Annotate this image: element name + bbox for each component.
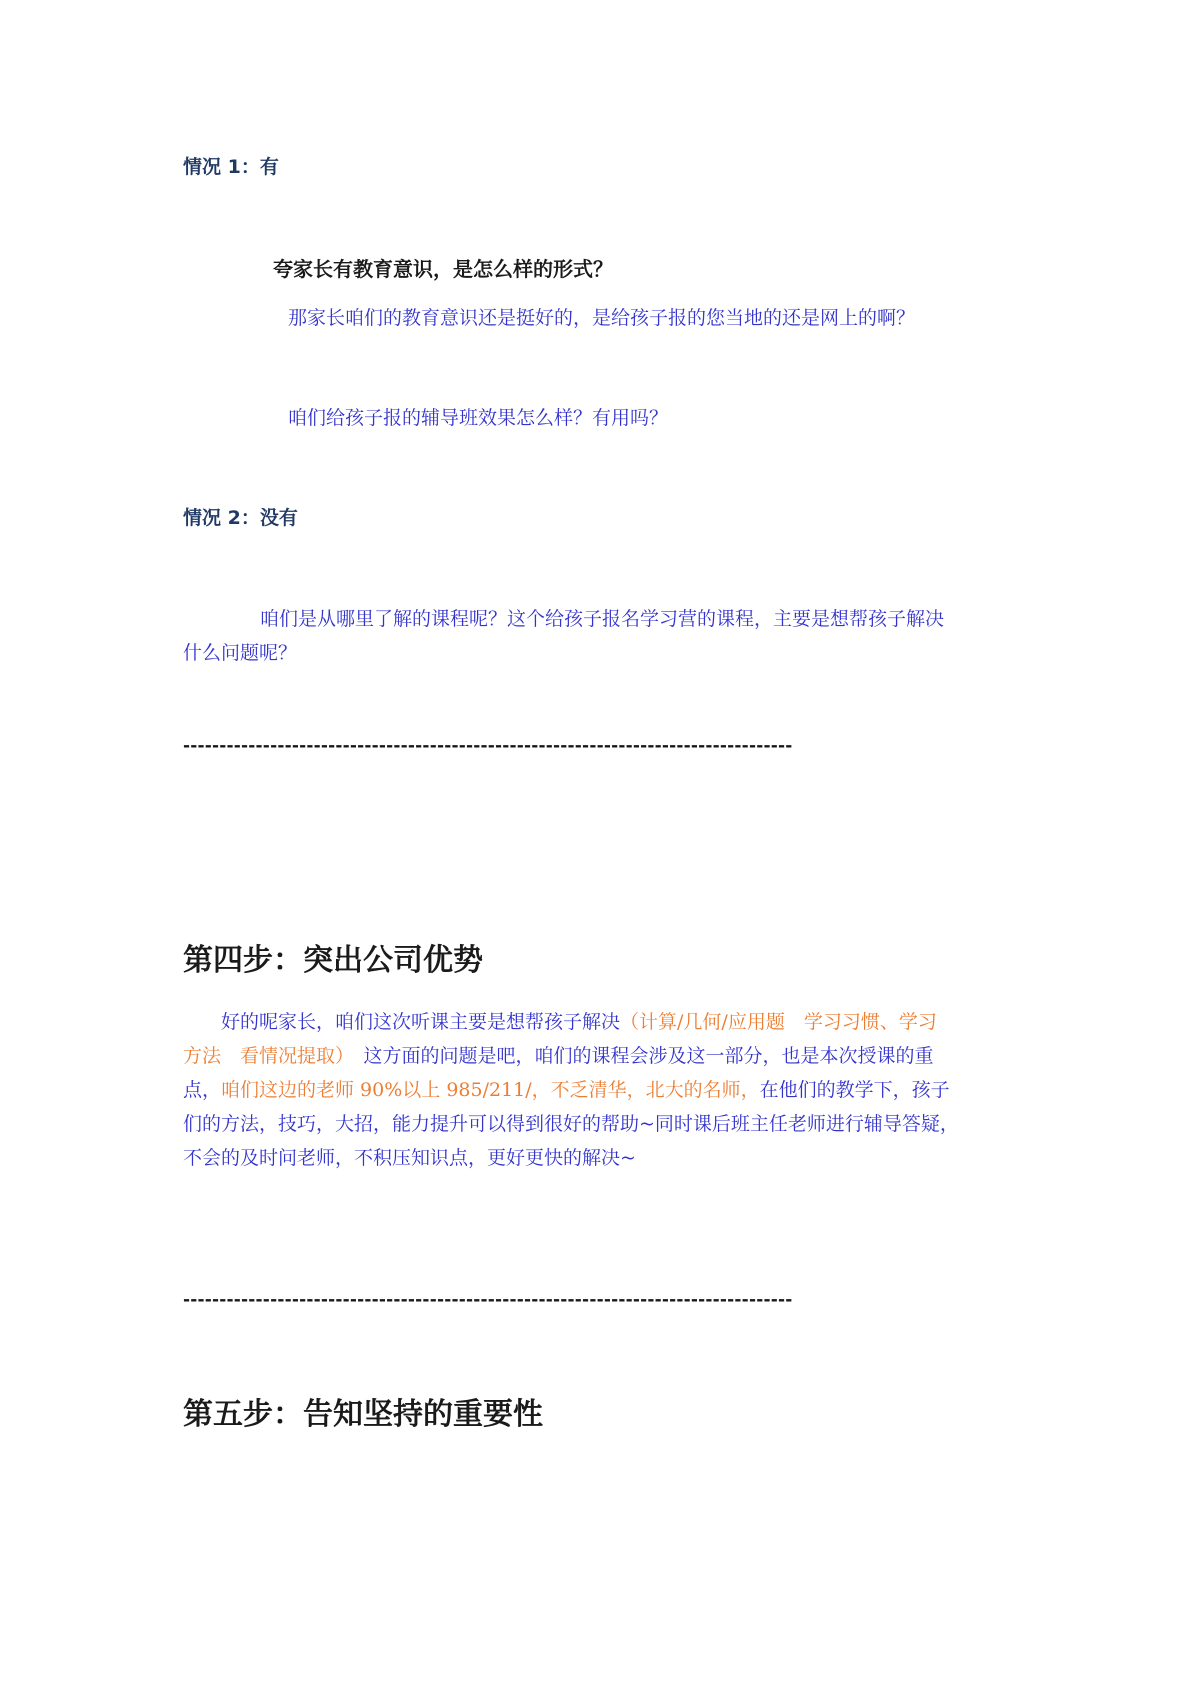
case-1-question: 夸家长有教育意识，是怎么样的形式？ xyxy=(273,257,613,281)
step-4-paragraph xyxy=(183,1005,1023,1175)
step-4-topics-highlight-cont: 方法 看情况提取） xyxy=(183,1045,345,1067)
case-2-line-1: 咱们是从哪里了解的课程呢？这个给孩子报名学习营的课程，主要是想帮孩子解决 xyxy=(260,608,945,630)
step-4-heading: 第四步：突出公司优势 xyxy=(183,943,483,978)
step-4-text: 在他们的教学下，孩子 xyxy=(759,1079,950,1101)
step-4-line-5: 不会的及时问老师，不积压知识点，更好更快的解决~ xyxy=(183,1147,636,1169)
case-1-label: 情况 1：有 xyxy=(183,156,279,178)
section-divider-2: ------------------------------------------------------------------------------------ xyxy=(183,1290,793,1310)
step-4-line-3 xyxy=(183,1073,1023,1107)
case-2-line-2: 什么问题呢？ xyxy=(183,642,298,664)
step-4-text: 这方面的问题是吧，咱们的课程会涉及这一部分，也是本次授课的重 xyxy=(344,1045,934,1067)
step-5-heading: 第五步：告知坚持的重要性 xyxy=(183,1397,543,1432)
step-4-text: 好的呢家长，咱们这次听课主要是想帮孩子解决 xyxy=(221,1011,621,1033)
case-1-line-1: 那家长咱们的教育意识还是挺好的，是给孩子报的您当地的还是网上的啊？ xyxy=(288,307,916,329)
step-4-line-2 xyxy=(183,1039,1023,1073)
step-4-topics-highlight: （计算/几何/应用题 学习习惯、学习 xyxy=(620,1011,937,1033)
case-2-label: 情况 2：没有 xyxy=(183,507,298,529)
section-divider-1: ------------------------------------------------------------------------------------ xyxy=(183,736,793,756)
step-4-teachers-highlight: 咱们这边的老师 90%以上 985/211/，不乏清华，北大的名师， xyxy=(221,1079,760,1101)
step-4-text: 点， xyxy=(183,1079,222,1101)
step-4-line-4: 们的方法，技巧，大招，能力提升可以得到很好的帮助~同时课后班主任老师进行辅导答疑， xyxy=(183,1113,959,1135)
case-1-line-2: 咱们给孩子报的辅导班效果怎么样？有用吗？ xyxy=(288,407,669,429)
step-4-line-1 xyxy=(183,1005,1023,1039)
